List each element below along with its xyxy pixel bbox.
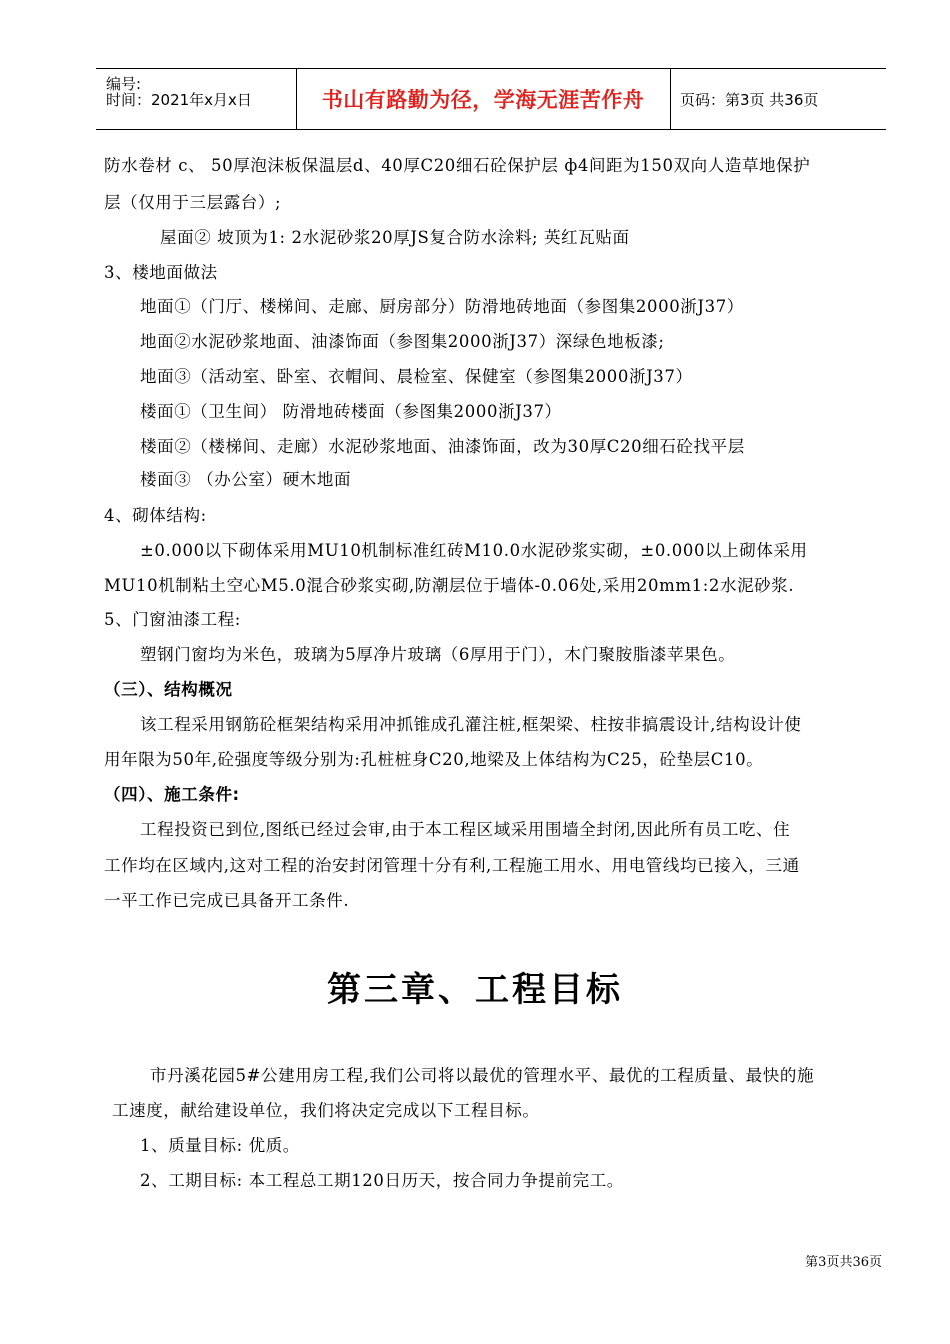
body-line: 防水卷材 c、 50厚泡沫板保温层d、40厚C20细石砼保护层 ф4间距为150双向人造草地保护	[104, 156, 811, 175]
time-label: 时间：2021年x月x日	[106, 91, 252, 109]
section-heading: 4、砌体结构:	[104, 506, 207, 525]
body-line: 用年限为50年,砼强度等级分别为:孔桩桩身C20,地梁及上体结构为C25，砼垫层C10。	[104, 750, 764, 769]
body-line: 楼面③ （办公室）硬木地面	[140, 470, 352, 489]
goal-item: 2、工期目标: 本工程总工期120日历天，按合同力争提前完工。	[140, 1171, 624, 1190]
body-line: 塑钢门窗均为米色，玻璃为5厚净片玻璃（6厚用于门），木门聚胺脂漆苹果色。	[140, 645, 736, 664]
body-line: 地面①（门厅、楼梯间、走廊、厨房部分）防滑地砖地面（参图集2000浙J37）	[140, 297, 744, 316]
goal-item: 1、质量目标: 优质。	[140, 1136, 300, 1155]
chapter-title: 第三章、工程目标	[327, 970, 623, 1010]
body-line: 屋面② 坡顶为1: 2水泥砂浆20厚JS复合防水涂料; 英红瓦贴面	[160, 228, 630, 247]
header-motto-cell	[296, 69, 671, 129]
body-line: 市丹溪花园5#公建用房工程,我们公司将以最优的管理水平、最优的工程质量、最快的施	[150, 1066, 815, 1085]
body-line: 一平工作已完成已具备开工条件.	[104, 891, 350, 910]
page-header	[96, 68, 886, 130]
body-line: MU10机制粘土空心M5.0混合砂浆实砌,防潮层位于墙体-0.06处,采用20mm1:2水泥砂浆.	[104, 576, 795, 595]
header-motto: 书山有路勤为径，学海无涯苦作舟	[321, 88, 645, 112]
header-page-cell	[672, 69, 886, 129]
body-line: 工程投资已到位,图纸已经过会审,由于本工程区域采用围墙全封闭,因此所有员工吃、住	[140, 820, 791, 839]
section-heading: 5、门窗油漆工程:	[104, 610, 241, 629]
body-line: 地面③（活动室、卧室、衣帽间、晨检室、保健室（参图集2000浙J37）	[140, 367, 693, 386]
section-heading-4: （四）、施工条件:	[104, 785, 240, 804]
body-line: 楼面②（楼梯间、走廊）水泥砂浆地面、油漆饰面，改为30厚C20细石砼找平层	[140, 437, 745, 456]
body-line: 工速度，献给建设单位，我们将决定完成以下工程目标。	[112, 1101, 540, 1120]
doc-number-label: 编号:	[106, 75, 142, 93]
section-heading: 3、楼地面做法	[104, 263, 218, 282]
body-line: 工作均在区域内,这对工程的治安封闭管理十分有利,工程施工用水、用电管线均已接入，三通	[104, 856, 800, 875]
section-heading-3: （三）、结构概况	[104, 680, 233, 699]
header-page-label: 页码：第3页 共36页	[680, 90, 819, 109]
header-meta	[96, 69, 297, 129]
body-line: 地面②水泥砂浆地面、油漆饰面（参图集2000浙J37）深绿色地板漆;	[140, 332, 665, 351]
body-line: ±0.000以下砌体采用MU10机制标准红砖M10.0水泥砂浆实砌，±0.000以上砌体采用	[140, 541, 808, 560]
body-line: 该工程采用钢筋砼框架结构采用冲抓锥成孔灌注桩,框架梁、柱按非搞震设计,结构设计使	[140, 715, 802, 734]
body-line: 楼面①（卫生间） 防滑地砖楼面（参图集2000浙J37）	[140, 402, 562, 421]
page-footer: 第3页共36页	[805, 1255, 882, 1270]
body-line: 层（仅用于三层露台）;	[104, 193, 282, 212]
